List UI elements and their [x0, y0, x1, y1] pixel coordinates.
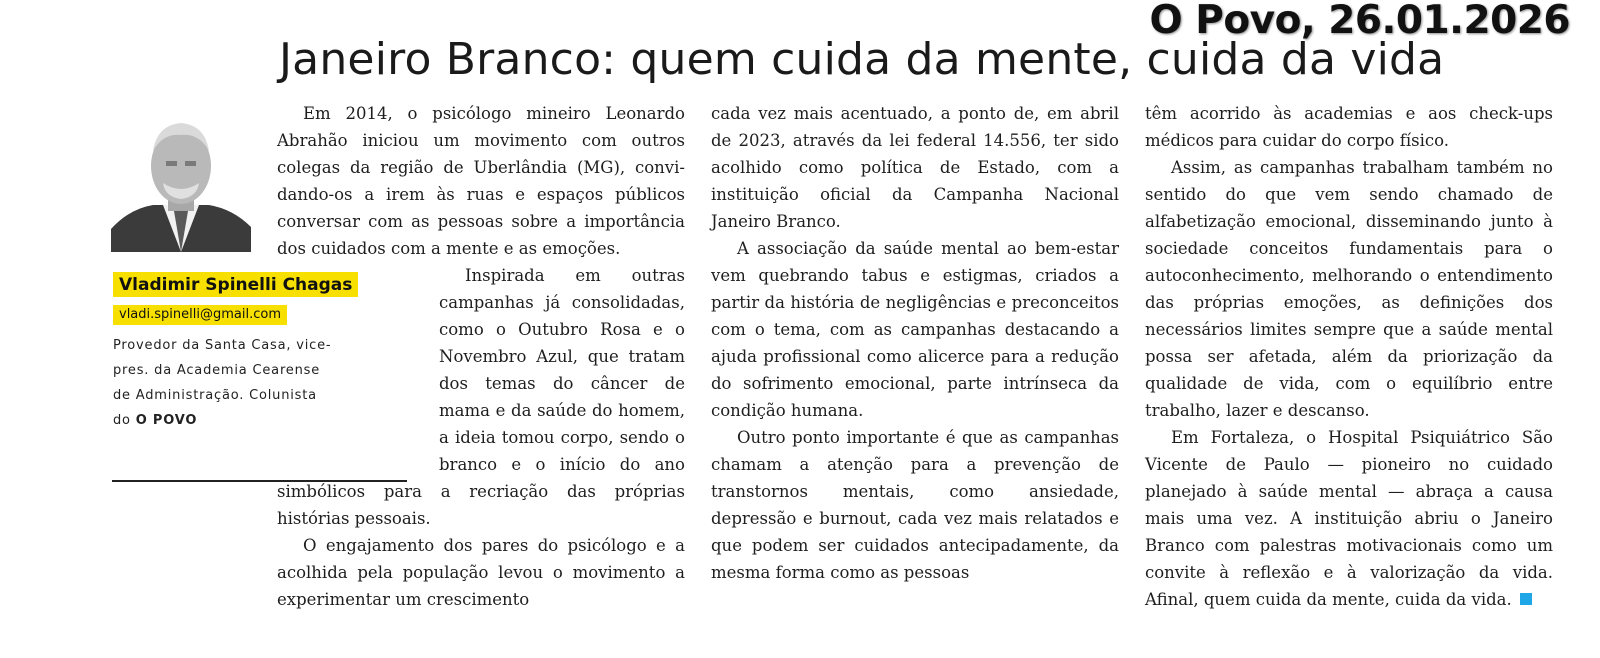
author-email: vladi.spinelli@gmail.com — [113, 305, 287, 325]
author-bio-text: Provedor da Santa Casa, vice-pres. da Academia Cearense de Administração. Colunista do — [113, 338, 332, 428]
article-paragraph: Inspirada em outras campanhas já consolidadas, como o Outubro Rosa e o Novembro Azul, que tratam dos temas do câncer de mama e da saúde do homem, a ideia tomou corpo, sendo o branco e o início do ano simbólicos para a recriação das próprias histórias pessoais. — [277, 266, 685, 528]
masthead: O Povo, 26.01.2026 — [1149, 0, 1570, 43]
article-paragraph — [1145, 424, 1553, 613]
author-photo — [111, 111, 251, 252]
author-name: Vladimir Spinelli Chagas — [113, 272, 358, 297]
article-column-2 — [711, 100, 1119, 586]
article-paragraph: Outro ponto importante é que as campanhas chamam a atenção para a prevenção de transtornos mentais, como ansiedade, depressão e burnout, cada vez mais relatados e que podem ser cuidados antecipadamente, da mesma forma como as pessoas — [711, 428, 1119, 582]
headline: Janeiro Branco: quem cuida da mente, cuida da vida — [279, 34, 1445, 85]
article-column-3 — [1145, 100, 1553, 613]
article-paragraph: Em 2014, o psicólogo mineiro Leonardo Abrahão iniciou um movimento com outros colegas da região de Uberlândia (MG), convidando-os a irem às ruas e espaços públicos conversar com as pessoas sobre a importância dos cuidados com a mente e as emoções. — [277, 104, 685, 258]
publication-name: O POVO — [135, 413, 198, 428]
end-mark-icon — [1520, 593, 1532, 605]
article-paragraph: têm acorrido às academias e aos check-ups médicos para cuidar do corpo físico. — [1145, 104, 1553, 150]
article-paragraph: A associação da saúde mental ao bem-estar vem quebrando tabus e estigmas, criados a partir da história de negligências e preconceitos com o tema, com as campanhas destacando a ajuda profissional como alicerce para a redução do sofrimento emocional, parte intrínseca da condição humana. — [711, 239, 1119, 420]
article-column-1 — [277, 100, 685, 613]
article-paragraph: Assim, as campanhas trabalham também no sentido do que vem sendo chamado de alfabetização emocional, disseminando junto à sociedade conceitos fundamentais para o autoconhecimento, melhorando o entendimento das próprias emoções, as definições dos necessários limites sempre que a saúde mental possa ser afetada, além da priorização da qualidade de vida, com o equilíbrio entre trabalho, lazer e descanso. — [1145, 158, 1553, 420]
article-paragraph: O engajamento dos pares do psicólogo e a acolhida pela população levou o movimento a experimentar um crescimento — [277, 536, 685, 609]
article-paragraph: cada vez mais acentuado, a ponto de, em abril de 2023, através da lei federal 14.556, ter sido acolhido como política de Estado, com a instituição oficial da Campanha Nacional Janeiro Branco. — [711, 104, 1119, 231]
article-closing-text: Em Fortaleza, o Hospital Psiquiátrico São Vicente de Paulo — pioneiro no cuidado planejado à saúde mental — abraça a causa mais uma vez. A instituição abriu o Janeiro Branco com palestras motivacionais como um convite à reflexão e à valorização da vida. Afinal, quem cuida da mente, cuida da vida. — [1145, 428, 1553, 609]
float-spacer — [277, 262, 439, 476]
